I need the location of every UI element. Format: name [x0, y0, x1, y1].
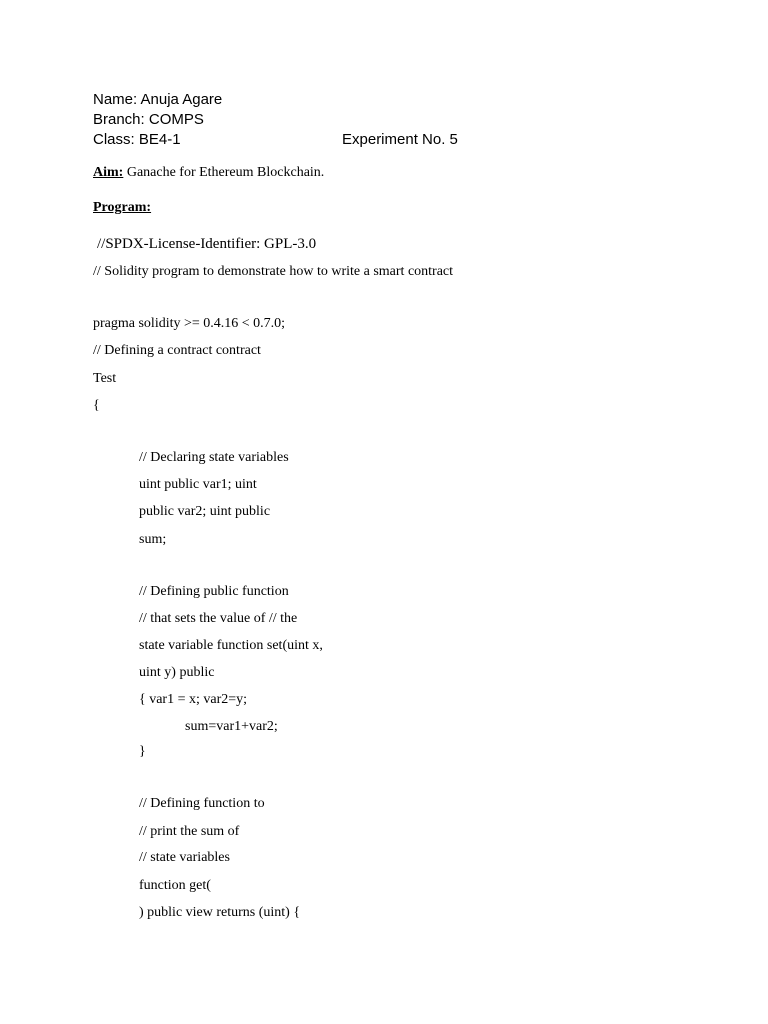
aim-text: Ganache for Ethereum Blockchain.: [123, 165, 325, 180]
student-class: Class: BE4-1: [93, 131, 181, 148]
program-label: Program:: [93, 200, 152, 215]
code-pragma: pragma solidity >= 0.4.16 < 0.7.0;: [93, 316, 286, 331]
code-set-body-1: { var1 = x; var2=y;: [139, 692, 248, 707]
code-set-signature-2: uint y) public: [139, 665, 215, 680]
code-comment-define: // Defining a contract contract: [93, 343, 261, 358]
code-get-signature-2: ) public view returns (uint) {: [139, 905, 301, 920]
aim-line: [93, 165, 324, 181]
aim-label: Aim:: [93, 165, 124, 180]
code-test: Test: [93, 371, 117, 386]
code-comment-fn-to: // Defining function to: [139, 796, 265, 811]
code-comment-print: // print the sum of: [139, 824, 240, 839]
code-get-signature-1: function get(: [139, 878, 211, 893]
code-var-line-1: uint public var1; uint: [139, 477, 257, 492]
code-comment-state: // Declaring state variables: [139, 450, 289, 465]
code-license: //SPDX-License-Identifier: GPL-3.0: [97, 236, 317, 252]
code-set-signature-1: state variable function set(uint x,: [139, 638, 323, 653]
code-open-brace: {: [93, 398, 100, 413]
code-comment-intro: // Solidity program to demonstrate how to write a smart contract: [93, 264, 454, 279]
student-branch: Branch: COMPS: [93, 111, 204, 128]
code-comment-public-fn: // Defining public function: [139, 584, 289, 599]
student-name: Name: Anuja Agare: [93, 91, 223, 108]
code-var-line-3: sum;: [139, 532, 167, 547]
code-var-line-2: public var2; uint public: [139, 504, 271, 519]
code-set-body-2: sum=var1+var2;: [185, 719, 278, 734]
code-set-close: }: [139, 744, 146, 759]
code-comment-state-vars: // state variables: [139, 850, 230, 865]
code-comment-sets: // that sets the value of // the: [139, 611, 298, 626]
experiment-number: Experiment No. 5: [342, 131, 458, 148]
